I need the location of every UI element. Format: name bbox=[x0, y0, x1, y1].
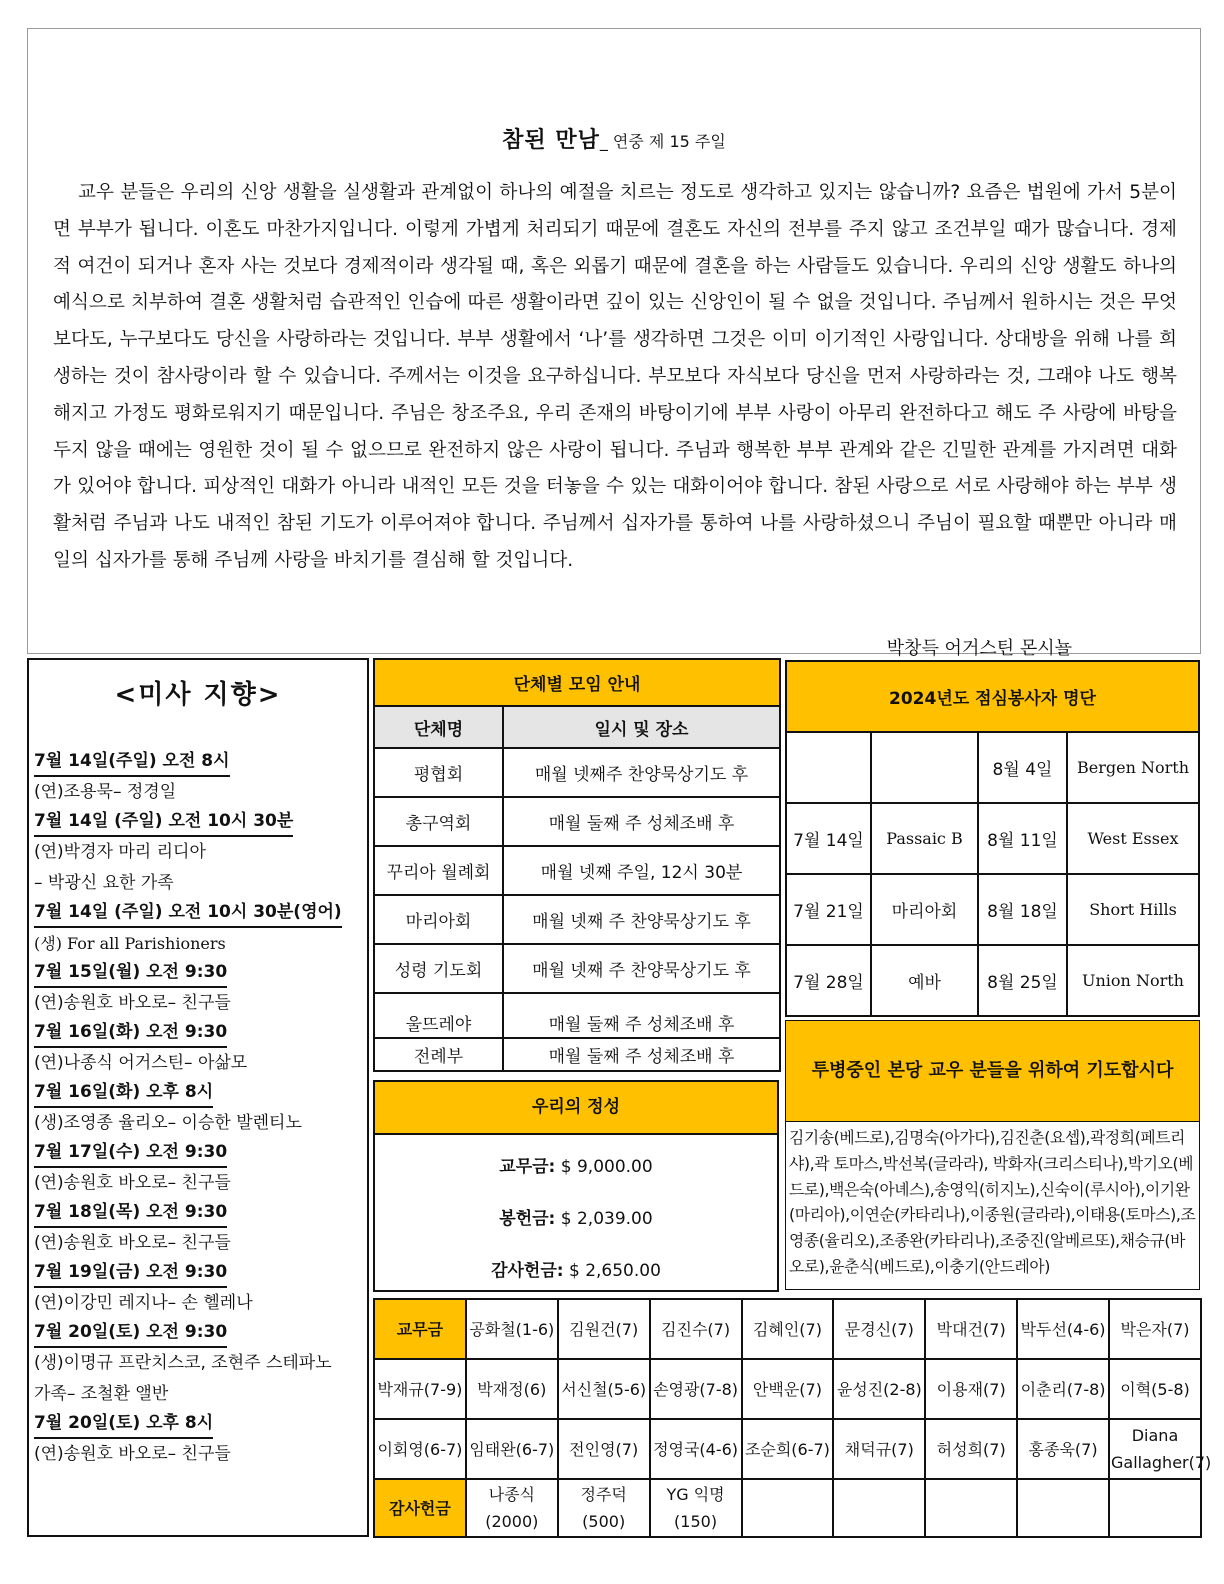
mass-date-row bbox=[34, 1259, 364, 1288]
offering-collection bbox=[375, 1204, 777, 1229]
donor-name: 박두선(4-6) bbox=[1017, 1299, 1109, 1359]
group-row bbox=[374, 1038, 780, 1071]
donor-row bbox=[374, 1419, 1201, 1479]
mass-date: 7월 17일(수) 오전 9:30 bbox=[34, 1139, 227, 1168]
offering-title: 우리의 정성 bbox=[375, 1082, 777, 1135]
group-time: 매월 둘째 주 성체조배 후 bbox=[503, 1038, 780, 1071]
lunch-cell: 예바 bbox=[871, 945, 978, 1016]
mass-date-row bbox=[34, 1410, 364, 1439]
group-name: 성령 기도회 bbox=[374, 944, 503, 993]
group-row bbox=[374, 797, 780, 846]
donor-name bbox=[742, 1479, 834, 1537]
lunch-row bbox=[786, 874, 1199, 945]
donor-label: 교무금 bbox=[374, 1299, 466, 1359]
donor-name: 안백운(7) bbox=[742, 1359, 834, 1419]
offering-value: $ 2,039.00 bbox=[560, 1209, 653, 1229]
mass-intention-line: (연)박경자 마리 리디아 bbox=[34, 842, 206, 862]
donor-name: 손영광(7-8) bbox=[650, 1359, 742, 1419]
article-title-main: 참된 만남 bbox=[502, 128, 600, 153]
donor-name: 정영국(4-6) bbox=[650, 1419, 742, 1479]
lunch-cell: 8월 4일 bbox=[978, 732, 1067, 803]
mass-date-row bbox=[34, 899, 364, 928]
article-title bbox=[28, 123, 1200, 154]
donor-name: 박재규(7-9) bbox=[374, 1359, 466, 1419]
article-body: 교우 분들은 우리의 신앙 생활을 실생활과 관계없이 하나의 예절을 치르는 정도로 생각하고 있지는 않습니까? 요즘은 법원에 가서 5분이면 부부가 됩니다. 이혼도 마찬가지입니다. 이렇게 가볍게 처리되기 때문에 결혼도 자신의 전부를 주지 않고 조건부일 때가 많습니다. 경제적 여건이 되거나 혼자 사는 것보다 경제적이라 생각될 때, 혹은 외롭기 때문에 결혼을 하는 사람들도 있습니다. 우리의 신앙 생활도 하나의 예식으로 치부하여 결혼 생활처럼 습관적인 인습에 따른 생활이라면 깊이 있는 신앙인이 될 수 없을 것입니다. 주님께서 원하시는 것은 무엇보다도, 누구보다도 당신을 사랑하라는 것입니다. 부부 생활에서 ‘나’를 생각하면 그것은 이미 이기적인 사랑입니다. 상대방을 위해 나를 희생하는 것이 참사랑이라 할 수 있습니다. 주께서는 이것을 요구하십니다. 부모보다 자식보다 당신을 먼저 사랑하라는 것, 그래야 나도 행복해지고 가정도 평화로워지기 때문입니다. 주님은 창조주요, 우리 존재의 바탕이기에 부부 사랑이 아무리 완전하다고 해도 주 사랑에 바탕을 두지 않을 때에는 영원한 것이 될 수 없으므로 완전하지 않은 사랑이 됩니다. 주님과 행복한 부부 관계와 같은 긴밀한 관계를 가지려면 대화가 있어야 합니다. 피상적인 대화가 아니라 내적인 모든 것을 터놓을 수 있는 대화이어야 합니다. 참된 사랑으로 서로 사랑해야 하는 부부 생활처럼 주님과 나도 내적인 참된 기도가 이루어져야 합니다. 주님께서 십자가를 통하여 나를 사랑하셨으니 주님이 필요할 때뿐만 아니라 매일의 십자가를 통해 주님께 사랑을 바치기를 결심해 할 것입니다. bbox=[53, 182, 1177, 571]
mass-date-row bbox=[34, 748, 364, 777]
group-col-name: 단체명 bbox=[374, 706, 503, 748]
mass-date-row bbox=[34, 959, 364, 988]
mass-title: <미사 지향> bbox=[114, 680, 282, 710]
donor-name: 이용재(7) bbox=[925, 1359, 1017, 1419]
mass-intention-line: (생)이명규 프란치스코, 조현주 스테파노 bbox=[34, 1353, 332, 1373]
mass-date: 7월 16일(화) 오후 8시 bbox=[34, 1079, 213, 1108]
lunch-cell: Union North bbox=[1067, 945, 1199, 1016]
lunch-cell bbox=[786, 732, 871, 803]
donor-name: 윤성진(2-8) bbox=[833, 1359, 925, 1419]
donor-name: YG 익명 (150) bbox=[650, 1479, 742, 1537]
mass-intention-line: (연)나종식 어거스틴– 아삶모 bbox=[34, 1053, 248, 1073]
lunch-cell: West Essex bbox=[1067, 803, 1199, 874]
donor-row bbox=[374, 1299, 1201, 1359]
donor-name: 조순희(6-7) bbox=[742, 1419, 834, 1479]
donor-name: 공화철(1-6) bbox=[466, 1299, 558, 1359]
offering-label: 감사헌금: bbox=[491, 1261, 564, 1281]
donor-name: 박은자(7) bbox=[1109, 1299, 1201, 1359]
lunch-cell bbox=[871, 732, 978, 803]
lunch-cell: 7월 14일 bbox=[786, 803, 871, 874]
mass-intention-line: – 박광신 요한 가족 bbox=[34, 873, 174, 893]
mass-date-row bbox=[34, 1319, 364, 1348]
donor-name: 김원건(7) bbox=[558, 1299, 650, 1359]
donor-name: Diana Gallagher(7) bbox=[1109, 1419, 1201, 1479]
mass-date-row bbox=[34, 1079, 364, 1108]
mass-intention-line: (연)송원호 바오로– 친구들 bbox=[34, 1233, 231, 1253]
group-row bbox=[374, 846, 780, 895]
donor-name: 정주덕(500) bbox=[558, 1479, 650, 1537]
mass-intention-line: (연)이강민 레지나– 손 헬레나 bbox=[34, 1293, 253, 1313]
donor-name bbox=[1109, 1479, 1201, 1537]
donor-name: 김혜인(7) bbox=[742, 1299, 834, 1359]
offering-thanks bbox=[375, 1256, 777, 1281]
mass-intention-line: (연)조용묵– 정경일 bbox=[34, 782, 177, 802]
lunch-row bbox=[786, 803, 1199, 874]
group-time: 매월 넷째 주 찬양묵상기도 후 bbox=[503, 895, 780, 944]
donor-name: 홍종욱(7) bbox=[1017, 1419, 1109, 1479]
donor-name: 김진수(7) bbox=[650, 1299, 742, 1359]
lunch-cell: Passaic B bbox=[871, 803, 978, 874]
mass-date-row bbox=[34, 1139, 364, 1168]
offering-value: $ 2,650.00 bbox=[568, 1261, 661, 1281]
mass-intention-line: (생) For all Parishioners bbox=[34, 934, 226, 953]
mass-date-row bbox=[34, 808, 364, 837]
mass-date: 7월 19일(금) 오전 9:30 bbox=[34, 1259, 227, 1288]
lunch-cell: Bergen North bbox=[1067, 732, 1199, 803]
group-row bbox=[374, 748, 780, 797]
mass-date: 7월 20일(토) 오전 9:30 bbox=[34, 1319, 227, 1348]
mass-date: 7월 16일(화) 오전 9:30 bbox=[34, 1019, 227, 1048]
article-subtitle: _ 연중 제 15 주일 bbox=[599, 132, 726, 151]
lunch-cell: 마리아회 bbox=[871, 874, 978, 945]
group-time: 매월 넷째주 찬양묵상기도 후 bbox=[503, 748, 780, 797]
mass-date-row bbox=[34, 1019, 364, 1048]
mass-date-row bbox=[34, 1199, 364, 1228]
donor-name: 허성희(7) bbox=[925, 1419, 1017, 1479]
donor-name: 박재정(6) bbox=[466, 1359, 558, 1419]
donor-name bbox=[1017, 1479, 1109, 1537]
mass-intention-line: (연)송원호 바오로– 친구들 bbox=[34, 1173, 231, 1193]
lunch-cell: 7월 21일 bbox=[786, 874, 871, 945]
donor-name bbox=[833, 1479, 925, 1537]
group-name: 평협회 bbox=[374, 748, 503, 797]
group-meetings-table bbox=[373, 658, 781, 1072]
group-name: 울뜨레야 bbox=[374, 993, 503, 1038]
prayer-names: 김기송(베드로),김명숙(아가다),김진춘(요셉),곽정희(페트리샤),곽 토마스,박선복(글라라), 박화자(크리스티나),박기오(베드로),백은숙(아녜스),송영익(히지노),신숙이(루시아),이기완(마리아),이연순(카타리나),이종원(글라라),이태용(토마스),조영종(율리오),조종완(카타리나),조중진(알베르또),채승규(바오로),윤춘식(베드로),이충기(안드레아) bbox=[785, 1122, 1200, 1290]
group-time: 매월 둘째 주 성체조배 후 bbox=[503, 993, 780, 1038]
lunch-cell: 8월 11일 bbox=[978, 803, 1067, 874]
donor-name: 이춘리(7-8) bbox=[1017, 1359, 1109, 1419]
lunch-cell: 8월 18일 bbox=[978, 874, 1067, 945]
donor-name: 이회영(6-7) bbox=[374, 1419, 466, 1479]
mass-date: 7월 14일(주일) 오전 8시 bbox=[34, 748, 230, 777]
lunch-cell: 7월 28일 bbox=[786, 945, 871, 1016]
mass-date: 7월 14일 (주일) 오전 10시 30분(영어) bbox=[34, 899, 342, 928]
offering-label: 봉헌금: bbox=[499, 1209, 556, 1229]
donor-name: 임태완(6-7) bbox=[466, 1419, 558, 1479]
group-col-time: 일시 및 장소 bbox=[503, 706, 780, 748]
article-box bbox=[27, 28, 1201, 659]
group-name: 꾸리아 월례회 bbox=[374, 846, 503, 895]
lunch-cell: 8월 25일 bbox=[978, 945, 1067, 1016]
mass-intention-line: (생)조영종 율리오– 이승한 발렌티노 bbox=[34, 1113, 302, 1133]
donors-table bbox=[373, 1298, 1212, 1538]
group-name: 총구역회 bbox=[374, 797, 503, 846]
mass-date: 7월 15일(월) 오전 9:30 bbox=[34, 959, 227, 988]
donor-name: 이혁(5-8) bbox=[1109, 1359, 1201, 1419]
lunch-row bbox=[786, 732, 1199, 803]
group-time: 매월 넷째 주일, 12시 30분 bbox=[503, 846, 780, 895]
offering-label: 교무금: bbox=[499, 1157, 556, 1177]
offering-box bbox=[373, 1080, 779, 1292]
mass-date: 7월 18일(목) 오전 9:30 bbox=[34, 1199, 227, 1228]
offering-tithe bbox=[375, 1152, 777, 1177]
lunch-cell: Short Hills bbox=[1067, 874, 1199, 945]
mass-intention-line: (연)송원호 바오로– 친구들 bbox=[34, 993, 231, 1013]
group-time: 매월 둘째 주 성체조배 후 bbox=[503, 797, 780, 846]
donor-name bbox=[925, 1479, 1017, 1537]
prayer-title: 투병중인 본당 교우 분들을 위하여 기도합시다 bbox=[785, 1020, 1200, 1122]
group-name: 마리아회 bbox=[374, 895, 503, 944]
group-row bbox=[374, 944, 780, 993]
donor-name: 문경신(7) bbox=[833, 1299, 925, 1359]
donor-name: 나종식 (2000) bbox=[466, 1479, 558, 1537]
mass-intentions-box bbox=[27, 658, 369, 1537]
lunch-row bbox=[786, 945, 1199, 1016]
offering-value: $ 9,000.00 bbox=[560, 1157, 653, 1177]
donor-row bbox=[374, 1359, 1201, 1419]
mass-intention-line: 가족– 조철환 앨반 bbox=[34, 1384, 169, 1404]
group-name: 전례부 bbox=[374, 1038, 503, 1071]
group-meetings-title: 단체별 모임 안내 bbox=[374, 659, 780, 706]
donor-name: 서신철(5-6) bbox=[558, 1359, 650, 1419]
group-time: 매월 넷째 주 찬양묵상기도 후 bbox=[503, 944, 780, 993]
group-row bbox=[374, 895, 780, 944]
donor-label: 감사헌금 bbox=[374, 1479, 466, 1537]
group-row bbox=[374, 993, 780, 1038]
donor-row bbox=[374, 1479, 1201, 1537]
lunch-volunteers-table bbox=[785, 660, 1200, 1017]
mass-intention-line: (연)송원호 바오로– 친구들 bbox=[34, 1444, 231, 1464]
donor-name: 박대건(7) bbox=[925, 1299, 1017, 1359]
donor-name: 채덕규(7) bbox=[833, 1419, 925, 1479]
article-author: 박창득 어거스틴 몬시뇰 bbox=[886, 638, 1072, 659]
mass-date: 7월 14일 (주일) 오전 10시 30분 bbox=[34, 808, 293, 837]
lunch-title: 2024년도 점심봉사자 명단 bbox=[786, 661, 1199, 732]
mass-list bbox=[34, 748, 364, 1470]
donor-name: 전인영(7) bbox=[558, 1419, 650, 1479]
mass-date: 7월 20일(토) 오후 8시 bbox=[34, 1410, 213, 1439]
